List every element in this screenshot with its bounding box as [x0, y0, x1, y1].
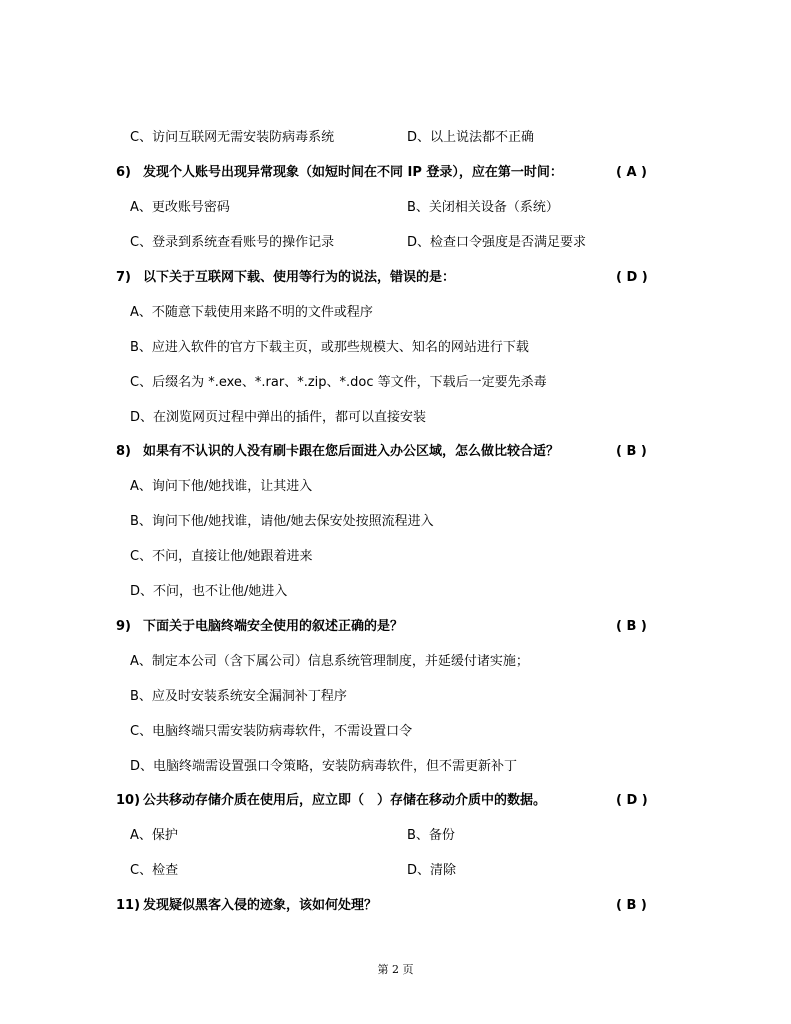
question-6 [116, 164, 563, 182]
answer-label: ( B ) [616, 619, 647, 634]
answer-label: ( D ) [616, 793, 648, 808]
question-number: 8) [116, 444, 131, 459]
option-b: B、关闭相关设备（系统） [407, 200, 559, 215]
answer-label: ( D ) [616, 270, 648, 285]
option-d: D、清除 [407, 863, 457, 878]
answer-label: ( A ) [616, 165, 647, 180]
question-text: 发现疑似黑客入侵的迹象，该如何处理？ [143, 898, 378, 913]
page-number: 第 2 页 [377, 963, 414, 976]
question-text: 以下关于互联网下载、使用等行为的说法，错误的是： [143, 270, 456, 285]
question-10 [116, 792, 546, 810]
option-b: B、应及时安装系统安全漏洞补丁程序 [130, 689, 347, 704]
option-a: A、保护 [130, 828, 178, 843]
question-number: 7) [116, 270, 131, 285]
option-d: D、以上说法都不正确 [407, 130, 535, 145]
option-d: D、检查口令强度是否满足要求 [407, 235, 587, 250]
option-c: C、电脑终端只需安装防病毒软件，不需设置口令 [130, 724, 413, 739]
question-number: 11) [116, 898, 141, 913]
option-a: A、更改账号密码 [130, 200, 230, 215]
answer-label: ( B ) [616, 898, 647, 913]
question-11 [116, 897, 377, 915]
question-number: 6) [116, 165, 131, 180]
option-b: B、备份 [407, 828, 455, 843]
question-text: 发现个人账号出现异常现象（如短时间在不同 IP 登录），应在第一时间： [143, 165, 563, 180]
question-9 [116, 618, 403, 636]
question-number: 9) [116, 619, 131, 634]
option-b: B、询问下他/她找谁，请他/她去保安处按照流程进入 [130, 514, 434, 529]
option-c: C、不问，直接让他/她跟着进来 [130, 549, 313, 564]
option-c: C、后缀名为 *.exe、*.rar、*.zip、*.doc 等文件，下载后一定要先杀毒 [130, 375, 547, 390]
question-text: 如果有不认识的人没有刷卡跟在您后面进入办公区域，怎么做比较合适？ [143, 444, 560, 459]
option-d: D、电脑终端需设置强口令策略，安装防病毒软件，但不需更新补丁 [130, 759, 518, 774]
option-a: A、询问下他/她找谁，让其进入 [130, 479, 313, 494]
question-text: 下面关于电脑终端安全使用的叙述正确的是？ [143, 619, 404, 634]
option-c: C、访问互联网无需安装防病毒系统 [130, 130, 335, 145]
option-d: D、不问，也不让他/她进入 [130, 584, 288, 599]
option-d: D、在浏览网页过程中弹出的插件，都可以直接安装 [130, 410, 427, 425]
answer-label: ( B ) [616, 444, 647, 459]
option-a: A、不随意下载使用来路不明的文件或程序 [130, 305, 373, 320]
option-c: C、登录到系统查看账号的操作记录 [130, 235, 335, 250]
question-number: 10) [116, 793, 141, 808]
question-8 [116, 443, 559, 461]
question-7 [116, 269, 455, 287]
question-text: 公共移动存储介质在使用后，应立即（ ）存储在移动介质中的数据。 [143, 793, 547, 808]
option-c: C、检查 [130, 863, 179, 878]
option-b: B、应进入软件的官方下载主页，或那些规模大、知名的网站进行下载 [130, 340, 529, 355]
option-a: A、制定本公司（含下属公司）信息系统管理制度，并延缓付诸实施； [130, 654, 529, 669]
